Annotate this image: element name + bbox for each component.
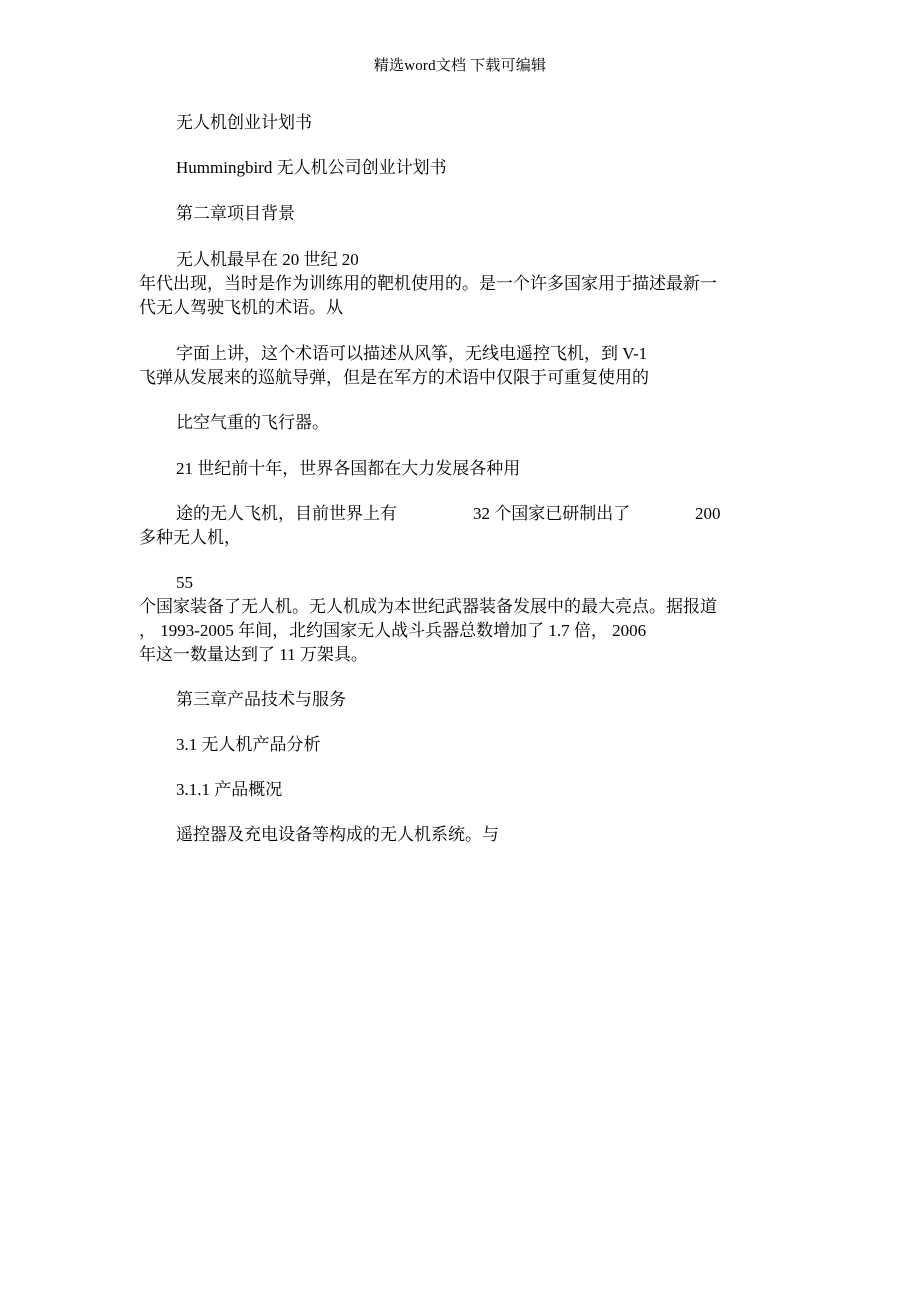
chapter-heading: 第三章产品技术与服务 [176,690,346,709]
section-heading: 3.1 无人机产品分析 [176,735,321,754]
paragraph-line: 200 [695,504,721,523]
doc-title: 无人机创业计划书 [176,113,312,132]
paragraph-line: 代无人驾驶飞机的术语。从 [139,298,343,317]
paragraph-line: 途的无人飞机，目前世界上有 [176,504,397,523]
paragraph-line: 比空气重的飞行器。 [176,413,329,432]
doc-subtitle: Hummingbird 无人机公司创业计划书 [176,158,447,177]
page-header: 精选word文档 下载可编辑 [373,58,547,74]
paragraph-line: 字面上讲，这个术语可以描述从风筝，无线电遥控飞机，到 V-1 [176,344,648,363]
paragraph-line: 个国家装备了无人机。无人机成为本世纪武器装备发展中的最大亮点。据报道 [139,597,717,616]
paragraph-line: 年代出现，当时是作为训练用的靶机使用的。是一个许多国家用于描述最新一 [139,274,717,293]
paragraph-line: 飞弹从发展来的巡航导弹，但是在军方的术语中仅限于可重复使用的 [139,368,649,387]
paragraph-line: 遥控器及充电设备等构成的无人机系统。与 [176,825,499,844]
paragraph-line: 年这一数量达到了 11 万架具。 [139,645,368,664]
paragraph-line: ， 1993-2005 年间，北约国家无人战斗兵器总数增加了 1.7 倍， 2006 [139,621,647,640]
paragraph-line: 多种无人机， [139,528,241,547]
chapter-heading: 第二章项目背景 [176,204,295,223]
paragraph-line: 55 [176,573,193,592]
paragraph-line: 32 个国家已研制出了 [473,504,631,523]
paragraph-line: 无人机最早在 20 世纪 20 [176,250,359,269]
subsection-heading: 3.1.1 产品概况 [176,780,283,799]
paragraph-line: 21 世纪前十年，世界各国都在大力发展各种用 [176,459,521,478]
